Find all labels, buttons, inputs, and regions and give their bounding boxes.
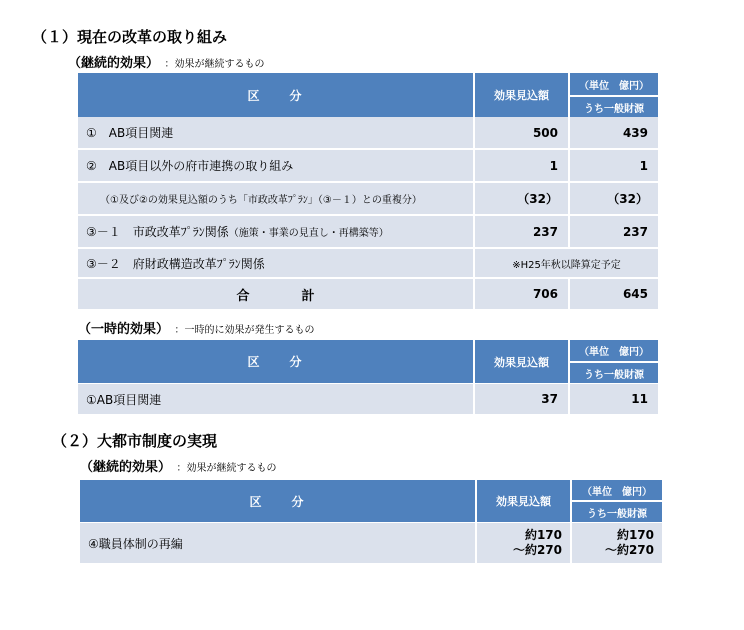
continuous-heading	[68, 52, 265, 71]
header-amount: 効果見込額	[477, 480, 570, 522]
continuous-heading-note: ：効果が継続するもの	[164, 59, 265, 70]
row-label: （①及び②の効果見込額のうち「市政改革ﾌﾟﾗﾝ」（③－１）との重複分）	[100, 195, 422, 206]
row-amount: 500	[475, 117, 568, 148]
table-row	[80, 523, 475, 563]
table-row	[78, 216, 473, 247]
row-general: 237	[570, 216, 658, 247]
amount-line2: ～約270	[512, 543, 562, 557]
general-line2: ～約270	[604, 543, 654, 557]
row-amount: 1	[475, 150, 568, 181]
row-amount: （32）	[475, 183, 568, 214]
row-label: ④職員体制の再編	[88, 536, 183, 551]
table-row	[78, 183, 473, 214]
row-label: ② AB項目以外の府市連携の取り組み	[86, 159, 294, 173]
header-general: うち一般財源	[572, 502, 662, 522]
row-label: ③－１ 市政改革ﾌﾟﾗﾝ関係	[86, 225, 229, 239]
row-general: 439	[570, 117, 658, 148]
row-label: ③－２ 府財政構造改革ﾌﾟﾗﾝ関係	[86, 256, 265, 271]
temporary-heading-note: ：一時的に効果が発生するもの	[174, 325, 315, 336]
header-amount: 効果見込額	[475, 73, 568, 117]
header-unit: （単位 億円）	[570, 73, 658, 96]
row-general	[572, 523, 662, 563]
temporary-heading	[78, 318, 315, 337]
section2-continuous-heading	[80, 456, 277, 475]
total-general: 645	[570, 279, 658, 309]
section2-heading-label: （継続的効果）	[80, 460, 165, 475]
row-general: 1	[570, 150, 658, 181]
row-general: 11	[570, 384, 658, 414]
total-label: 合 計	[236, 288, 315, 304]
header-general: うち一般財源	[570, 363, 658, 383]
table-row	[78, 249, 473, 277]
header-category: 区 分	[78, 73, 473, 117]
section2-title: （２）大都市制度の実現	[52, 432, 218, 450]
row-label: ① AB項目関連	[86, 126, 174, 140]
row-merged-note: ※H25年秋以降算定予定	[475, 249, 658, 277]
table-row-total	[78, 279, 473, 309]
header-unit: （単位 億円）	[572, 480, 662, 501]
amount-line1: 約170	[524, 528, 562, 542]
row-label-detail: （施策・事業の見直し・再構築等）	[228, 228, 389, 239]
row-label: ①AB項目関連	[86, 392, 162, 407]
table-row	[78, 150, 473, 181]
total-amount: 706	[475, 279, 568, 309]
section1-title: （１）現在の改革の取り組み	[32, 28, 228, 46]
header-amount: 効果見込額	[475, 340, 568, 383]
continuous-heading-label: （継続的効果）	[68, 56, 153, 71]
row-amount: 237	[475, 216, 568, 247]
row-general: （32）	[570, 183, 658, 214]
header-general: うち一般財源	[570, 97, 658, 117]
temporary-heading-label: （一時的効果）	[78, 322, 163, 337]
header-category: 区 分	[78, 340, 473, 383]
header-category: 区 分	[80, 480, 475, 522]
row-amount	[477, 523, 570, 563]
table-row	[78, 117, 473, 148]
row-amount: 37	[475, 384, 568, 414]
section2-heading-note: ：効果が継続するもの	[176, 463, 277, 474]
general-line1: 約170	[616, 528, 654, 542]
table-row	[78, 384, 473, 414]
header-unit: （単位 億円）	[570, 340, 658, 362]
